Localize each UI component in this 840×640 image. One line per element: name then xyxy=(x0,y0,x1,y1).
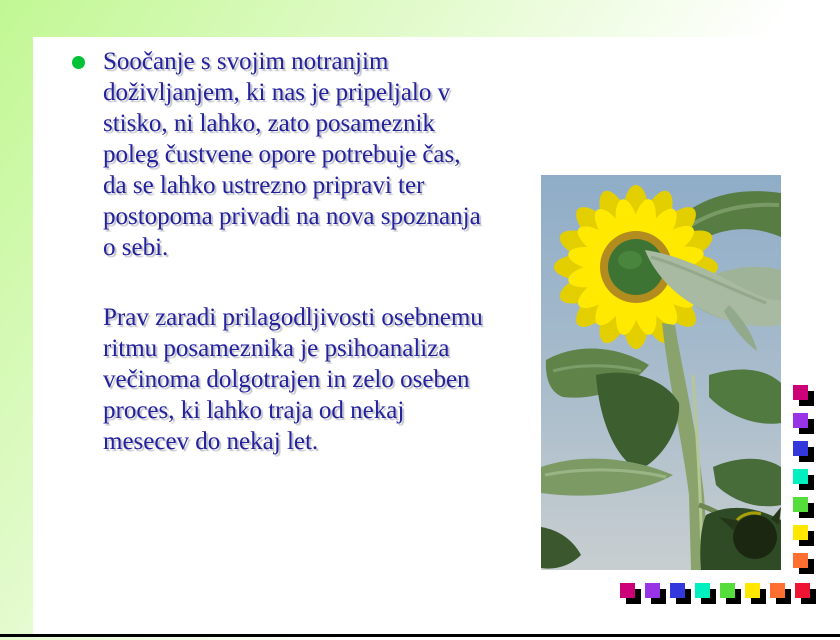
paragraph-1 xyxy=(103,46,543,263)
text-line: da se lahko ustrezno pripravi ter xyxy=(103,172,425,199)
bullet-icon xyxy=(72,56,85,69)
text-line: večinoma dolgotrajen in zelo oseben xyxy=(103,366,470,393)
decor-square xyxy=(645,583,660,598)
slide-bottom-border xyxy=(0,634,840,637)
sunflower-photo xyxy=(541,175,781,570)
text-line: stisko, ni lahko, zato posameznik xyxy=(103,110,435,137)
square-column xyxy=(793,385,808,568)
decor-square xyxy=(793,497,808,512)
decor-square xyxy=(793,469,808,484)
decor-square xyxy=(620,583,635,598)
square-row xyxy=(620,583,810,598)
decor-square xyxy=(795,583,810,598)
decor-square xyxy=(670,583,685,598)
decor-square xyxy=(793,553,808,568)
text-line: doživljanjem, ki nas je pripeljalo v xyxy=(103,79,451,106)
decor-square xyxy=(793,385,808,400)
decor-square xyxy=(793,413,808,428)
decor-square xyxy=(793,441,808,456)
paragraph-2 xyxy=(103,302,543,457)
decor-square xyxy=(770,583,785,598)
sunflower-illustration xyxy=(541,175,781,570)
text-line: Soočanje s svojim notranjim xyxy=(103,48,389,75)
decor-square xyxy=(745,583,760,598)
text-line: Prav zaradi prilagodljivosti osebnemu xyxy=(103,304,483,331)
text-line: ritmu posameznika je psihoanaliza xyxy=(103,335,450,362)
text-line: proces, ki lahko traja od nekaj xyxy=(103,397,405,424)
decor-square xyxy=(720,583,735,598)
sunflower-bud xyxy=(733,515,777,559)
text-line: o sebi. xyxy=(103,234,169,261)
text-line: mesecev do nekaj let. xyxy=(103,428,319,455)
decor-square xyxy=(695,583,710,598)
body-text xyxy=(103,46,543,457)
text-line: postopoma privadi na nova spoznanja xyxy=(103,203,481,230)
decor-square xyxy=(793,525,808,540)
text-line: poleg čustvene opore potrebuje čas, xyxy=(103,141,461,168)
